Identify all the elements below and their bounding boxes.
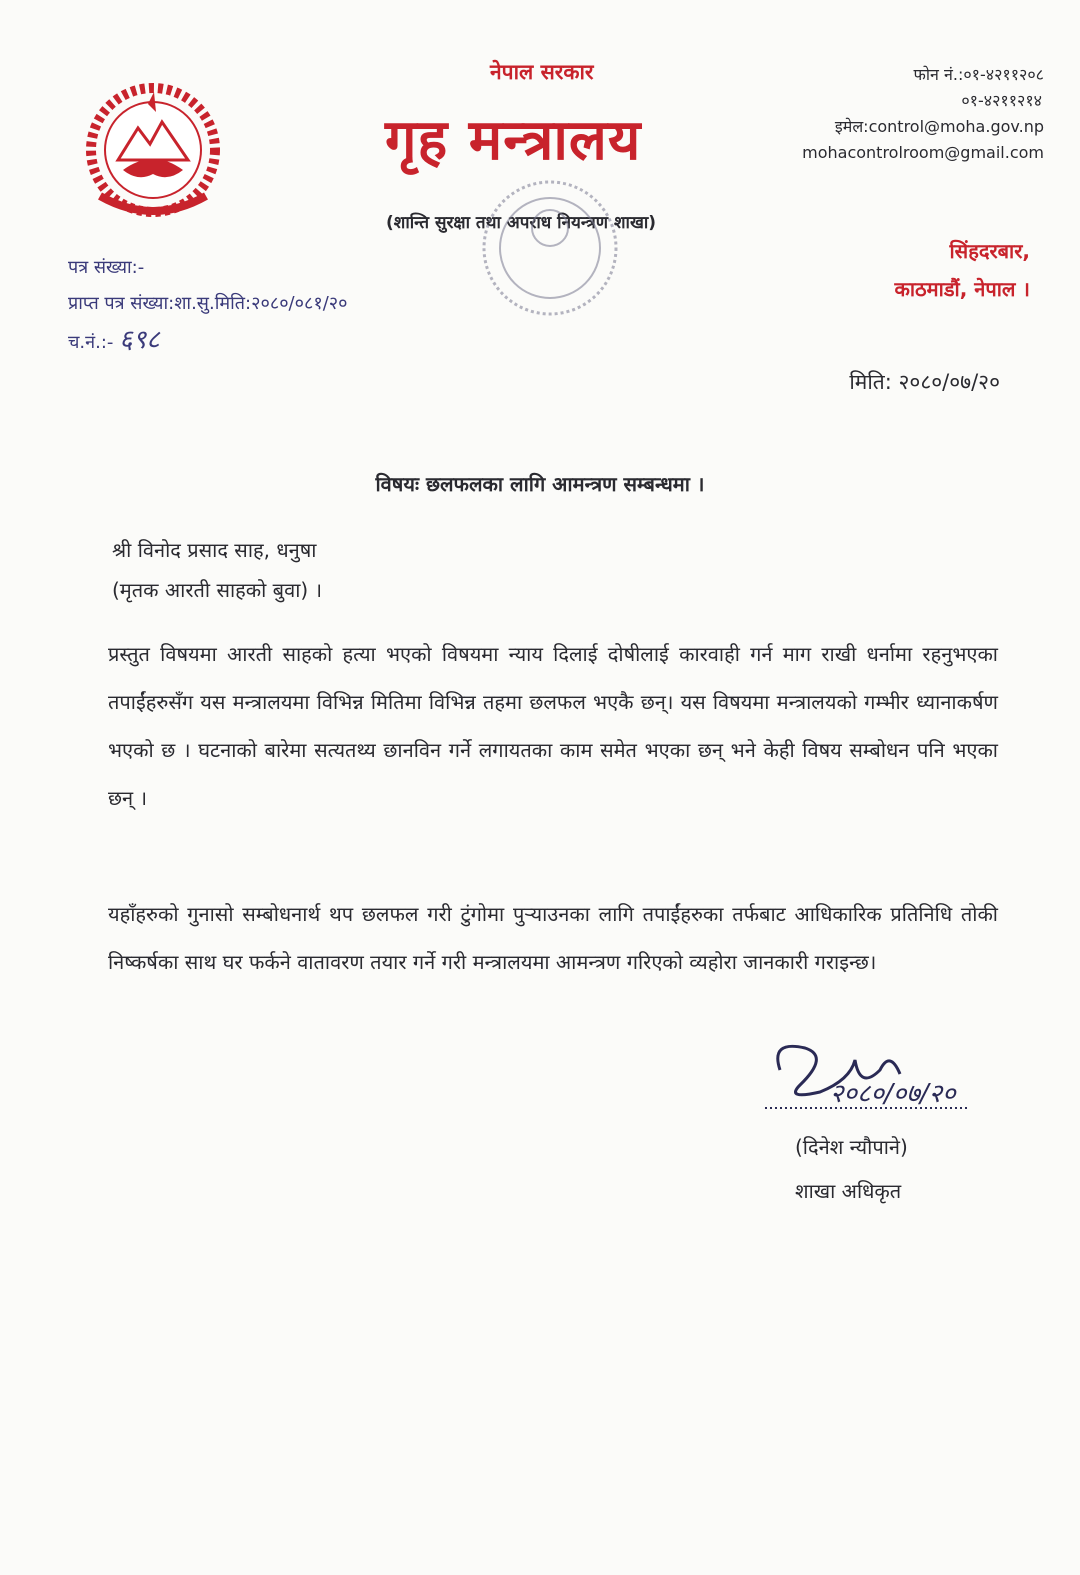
phone-line-2: ०१-४२११२१४ [961,91,1042,110]
signature-date: २०८०/०७/२० [830,1079,956,1109]
dispatch-number: च.नं.:- ६९८ [68,325,160,355]
section-name: (शान्ति सुरक्षा तथा अपराध नियन्त्रण शाखा) [386,213,657,233]
body-paragraph-2: यहाँहरुको गुनासो सम्बोधनार्थ थप छलफल गरी टुंगोमा पुऱ्याउनका लागि तपाईंहरुका तर्फबाट आधिकारिक प्रतिनिधि तोकी निष्कर्षका साथ घर फर्कने वातावरण तयार गर्ने गरी मन्त्रालयमा आमन्त्रण गरिएको व्यहोरा जानकारी गराइन्छ। [108,902,998,974]
ministry-title: गृह मन्त्रालय [385,108,642,173]
letter-date: मिति: २०८०/०७/२० [849,370,1000,394]
office-stamp [470,168,630,328]
letter-number: पत्र संख्या:- [68,257,145,278]
office-address: सिंहदरबार, काठमाडौं, नेपाल । [894,239,1030,301]
email-line-1: इमेल:control@moha.gov.np [834,117,1044,136]
body-paragraph-1: प्रस्तुत विषयमा आरती साहको हत्या भएको विषयमा न्याय दिलाई दोषीलाई कारवाही गर्न माग राखी धर्नामा रहनुभएका तपाईंहरुसँग यस मन्त्रालयमा विभिन्न मितिमा विभिन्न तहमा छलफल भएकै छन्। यस विषयमा मन्त्रालयको गम्भीर ध्यानाकर्षण भएको छ । घटनाको बारेमा सत्यतथ्य छानविन गर्ने लगायतका काम समेत भएका छन् भने केही विषय सम्बोधन पनि भएका छन् । [108,642,998,810]
handwritten-signature [760,1030,990,1125]
email-line-2: mohacontrolroom@gmail.com [802,143,1044,162]
signatory-name: (दिनेश न्यौपाने) [795,1135,908,1159]
signatory [795,1125,908,1213]
received-letter-number: प्राप्त पत्र संख्या:शा.सु.मिति:२०८०/०८१/२० [68,293,348,314]
reference-numbers [68,250,347,361]
subject-line: विषयः छलफलका लागि आमन्त्रण सम्बन्धमा । [375,472,705,496]
government-title: नेपाल सरकार [490,60,594,84]
contact-block [802,62,1044,166]
phone-line-1: फोन नं.:०१-४२११२०८ [913,65,1044,84]
signatory-designation: शाखा अधिकृत [795,1179,902,1203]
nepal-emblem-logo [78,78,228,228]
addressee: श्री विनोद प्रसाद साह, धनुषा (मृतक आरती साहको बुवा) । [112,538,323,602]
